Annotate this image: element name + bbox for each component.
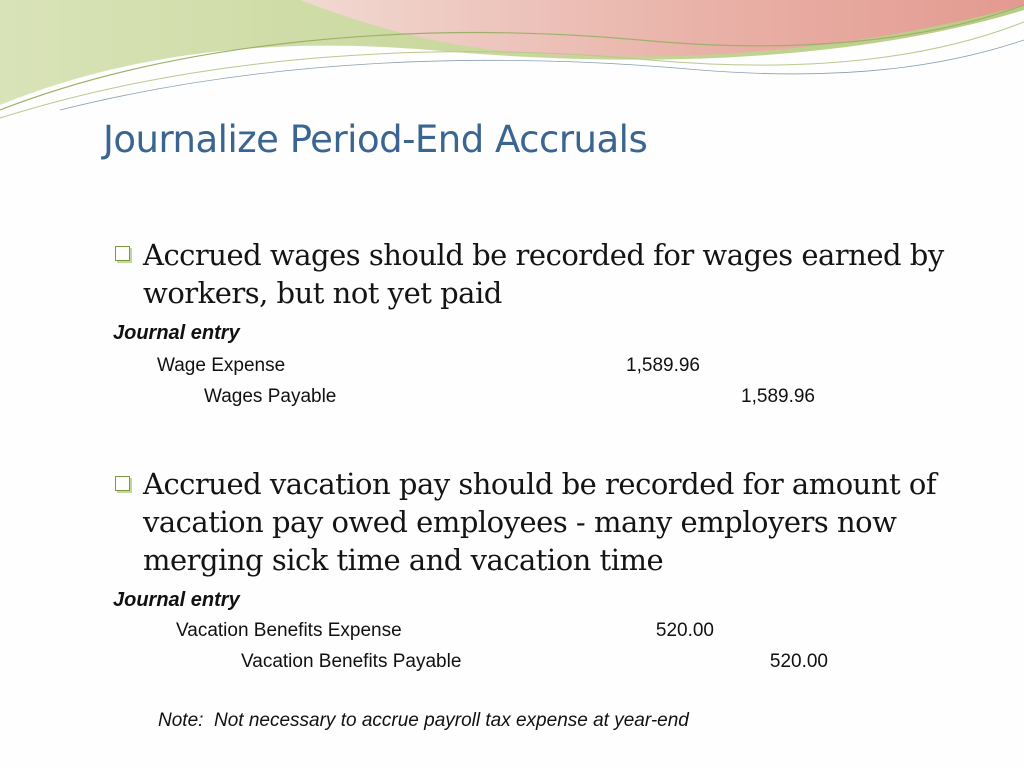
- debit-amount: 520.00: [655, 620, 714, 641]
- slide-title: Journalize Period-End Accruals: [103, 118, 648, 161]
- journal-entry-label: Journal entry: [113, 322, 240, 344]
- credit-amount: 1,589.96: [741, 386, 815, 407]
- square-bullet-icon: [115, 246, 130, 261]
- credit-amount: 520.00: [769, 651, 828, 672]
- bullet-text: Accrued vacation pay should be recorded for amount of vacation pay owed employees - many employers now merging sick time and vacation time: [143, 467, 937, 577]
- footnote: Note: Not necessary to accrue payroll tax expense at year-end: [158, 710, 689, 731]
- bullet-text: Accrued wages should be recorded for wages earned by workers, but not yet paid: [143, 238, 944, 310]
- debit-account: Wage Expense: [157, 355, 286, 376]
- header-wave-decoration: [0, 0, 1024, 130]
- credit-account: Vacation Benefits Payable: [241, 651, 462, 672]
- journal-entry-label: Journal entry: [113, 589, 240, 611]
- debit-amount: 1,589.96: [626, 355, 700, 376]
- debit-account: Vacation Benefits Expense: [176, 620, 402, 641]
- credit-account: Wages Payable: [204, 386, 337, 407]
- square-bullet-icon: [115, 476, 130, 491]
